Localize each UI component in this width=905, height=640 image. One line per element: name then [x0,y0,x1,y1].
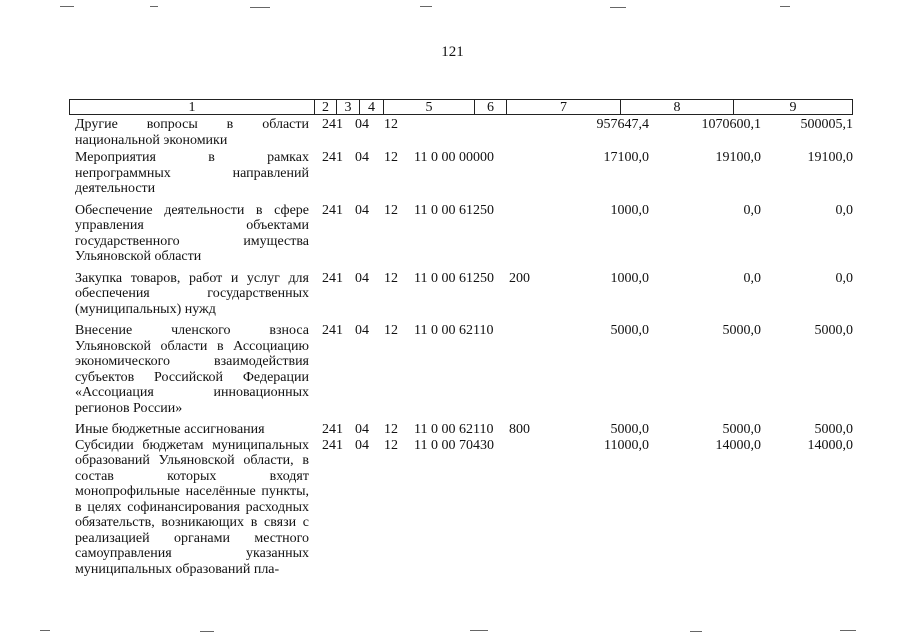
row-col-7: 5000,0 [610,422,649,437]
row-col-7: 17100,0 [603,150,649,165]
row-col-2: 241 [322,422,343,437]
header-col-9: 9 [789,100,797,115]
row-col-3: 04 [355,150,369,165]
scan-speck [250,7,270,8]
row-col-2: 241 [322,270,343,286]
row-col-7: 957647,4 [596,117,649,132]
scan-speck [150,6,158,7]
table-header [69,99,853,115]
row-col-8: 0,0 [743,202,761,218]
row-name: Субсидии бюджетам муниципальных образований Ульяновской области, в состав которых входят монопрофильные населённые пункты, в целях софинансирования расходных обязательств, возникающих в связи с реализацией органами местного самоуправления указанных муниципальных образований пла- [75,437,309,577]
row-col-8: 19100,0 [715,150,761,165]
row-col-9: 14000,0 [807,437,853,453]
row-col-4: 12 [384,270,398,286]
scan-speck [470,630,488,631]
row-col-5: 11 0 00 70430 [414,437,494,453]
row-col-4: 12 [384,117,398,132]
row-col-4: 12 [384,422,398,437]
row-col-7: 1000,0 [610,202,649,218]
row-col-5: 11 0 00 62110 [414,422,494,437]
row-col-8: 14000,0 [715,437,761,453]
row-col-8: 5000,0 [722,323,761,338]
row-col-9: 500005,1 [800,117,853,132]
row-col-2: 241 [322,150,343,165]
scan-speck [840,630,856,631]
scan-speck [200,631,214,632]
table-row [0,422,905,438]
row-col-6: 200 [509,270,530,286]
header-col-1: 1 [70,100,315,114]
row-name: Обеспечение деятельности в сфере управления объектами государственного имущества Ульяновской области [75,202,309,264]
header-col-5: 5 [384,100,475,114]
row-col-5: 11 0 00 62110 [414,323,494,338]
table-row [0,323,905,416]
row-col-8: 5000,0 [722,422,761,437]
row-col-3: 04 [355,270,369,286]
row-col-9: 19100,0 [807,150,853,165]
row-col-3: 04 [355,437,369,453]
header-col-8: 8 [621,100,734,114]
row-col-2: 241 [322,117,343,132]
row-col-4: 12 [384,323,398,338]
row-col-2: 241 [322,202,343,218]
row-col-8: 1070600,1 [701,117,761,132]
row-name: Внесение членского взноса Ульяновской области в Ассоциацию экономического взаимодействия субъектов Российской Федерации «Ассоциация инновационных регионов России» [75,323,309,416]
row-name: Мероприятия в рамках непрограммных направлений деятельности [75,150,309,196]
row-col-9: 0,0 [835,202,853,218]
row-col-3: 04 [355,323,369,338]
header-col-7: 7 [507,100,621,114]
row-col-2: 241 [322,323,343,338]
header-col-2: 2 [315,100,337,114]
row-name: Иные бюджетные ассигнования [75,422,265,437]
header-col-6: 6 [475,100,507,114]
row-col-5: 11 0 00 61250 [414,202,494,218]
row-col-7: 1000,0 [610,270,649,286]
row-col-2: 241 [322,437,343,453]
row-col-5: 11 0 00 00000 [414,150,494,165]
page-number: 121 [441,44,464,60]
budget-table-body [0,117,905,577]
row-col-4: 12 [384,150,398,165]
row-col-4: 12 [384,202,398,218]
row-col-9: 0,0 [835,270,853,286]
scan-speck [690,631,702,632]
row-name: Другие вопросы в области национальной экономики [75,117,309,148]
table-row [0,117,905,148]
table-row [0,150,905,197]
row-col-7: 11000,0 [604,437,649,453]
scan-speck [420,6,432,7]
table-row [0,203,905,265]
row-col-6: 800 [509,422,530,437]
row-col-3: 04 [355,117,369,132]
scan-speck [780,6,790,7]
scan-speck [40,630,50,631]
row-col-4: 12 [384,437,398,453]
row-col-3: 04 [355,422,369,437]
row-name: Закупка товаров, работ и услуг для обеспечения государственных (муниципальных) нужд [75,270,309,317]
header-col-4: 4 [360,100,384,114]
row-col-7: 5000,0 [610,323,649,338]
table-row [0,438,905,578]
scan-speck [60,6,74,7]
row-col-5: 11 0 00 61250 [414,270,494,286]
row-col-8: 0,0 [743,270,761,286]
table-row [0,271,905,318]
row-col-9: 5000,0 [814,422,853,437]
scan-speck [610,7,626,8]
row-col-3: 04 [355,202,369,218]
row-col-9: 5000,0 [814,323,853,338]
header-col-3: 3 [337,100,360,114]
